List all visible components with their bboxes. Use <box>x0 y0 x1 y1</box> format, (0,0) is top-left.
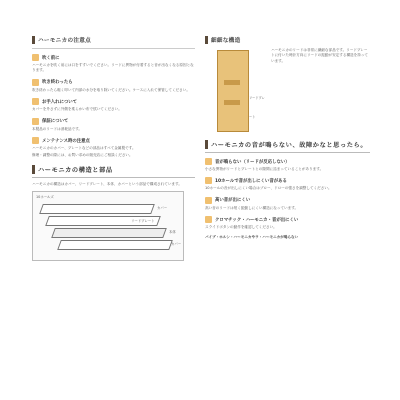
harmonica-exploded-diagram <box>32 191 184 261</box>
subheading <box>32 98 195 105</box>
comb-part <box>51 228 167 238</box>
right-column <box>205 36 370 242</box>
reed-plate-frame <box>217 50 249 132</box>
subheading-text: 高い音が出にくい <box>215 198 251 204</box>
detail-block <box>205 48 370 134</box>
bullet-icon <box>32 98 39 105</box>
paragraph: ハーモニカのカバー、プレートなどの部品はすべて金属製です。 <box>32 146 136 151</box>
bullet-icon <box>32 118 39 125</box>
section-title-text: ハーモニカの構造と部品 <box>38 166 113 174</box>
subheading-text: 吹く前に <box>42 55 60 61</box>
subheading <box>205 216 370 223</box>
bullet-icon <box>32 137 39 144</box>
section-title-text: 細細な構造 <box>211 38 241 44</box>
subheading <box>32 137 195 144</box>
diagram-label: 10ホールズ <box>36 195 54 200</box>
paragraph: 高い音のリードは短く振動しにくい構造になっています。 <box>205 205 299 210</box>
paragraph: ハーモニカのリードは非常に繊細な部品です。リードプレートに付いた時計方向にリードの振動が安定する構造を持っています。 <box>271 48 369 63</box>
section-title-text: ハーモニカの注意点 <box>38 38 92 44</box>
paragraph: 吹き終わったら軽く叩いて内部の水分を取り除いてください。ケースに入れて保管してください。 <box>32 87 190 92</box>
subheading-text: 10ホールで音が出しにくい音がある <box>215 178 287 184</box>
subheading-text: お手入れについて <box>42 99 78 105</box>
paragraph: 修理・調整の際には、お買い求めの販売店にご相談ください。 <box>32 153 133 158</box>
subheading <box>205 197 370 204</box>
section-title-text: ハーモニカの音が鳴らない、故障かなと思ったら。 <box>211 142 368 149</box>
paragraph: 小さな異物がリードとプレートとの隙間に詰まっていることがあります。 <box>205 167 324 171</box>
paragraph: ハーモニカの構造はカバー、リードプレート、本体、カバーという部品で構成されています。 <box>32 181 182 186</box>
part-label: カバー <box>157 206 168 211</box>
subheading <box>205 177 370 184</box>
subheading <box>32 54 195 61</box>
bullet-icon <box>32 54 39 61</box>
paragraph: 本製品のリードは消耗品です。 <box>32 126 83 131</box>
footer-note: バイブ・ホルン・ハーモニカやウ・ハーモニカが鳴らない <box>205 234 299 239</box>
bullet-icon <box>205 216 212 223</box>
subheading-text: 吹き終わったら <box>42 80 73 86</box>
bullet-icon <box>205 177 212 184</box>
section-title-structure <box>32 165 195 178</box>
reed-slot <box>224 80 240 85</box>
reed-slot <box>224 100 240 105</box>
part-label: リードプレート <box>131 219 155 224</box>
subheading-text: 音が鳴らない（リードが反応しない） <box>215 159 290 165</box>
cover-bottom-part <box>57 240 173 250</box>
paragraph: 10ホールの音が出しにくい場合はブロー、ドローの強さを調整してください。 <box>205 186 332 191</box>
section-title-troubleshoot <box>205 140 370 153</box>
paragraph: カバーを外さずに外側を柔らかい布で拭いてください。 <box>32 107 122 112</box>
subheading <box>32 118 195 125</box>
bullet-icon <box>205 197 212 204</box>
subheading-text: 保証について <box>42 119 69 125</box>
section-marker-icon <box>205 36 208 44</box>
bullet-icon <box>32 79 39 86</box>
part-label: カバー <box>171 242 182 247</box>
image-label-text: リードプレート <box>249 96 265 119</box>
bullet-icon <box>205 158 212 165</box>
cover-top-part <box>39 204 155 214</box>
subheading-text: メンテナンス時の注意点 <box>42 138 90 144</box>
divider <box>32 48 195 49</box>
subheading-text: クロマチック・ハーモニカ・音が出にくい <box>215 217 299 223</box>
reed-plate-illustration <box>205 50 265 130</box>
section-marker-icon <box>32 165 35 174</box>
part-label: 本体 <box>169 230 176 235</box>
subheading <box>32 79 195 86</box>
left-column <box>32 36 195 265</box>
subheading <box>205 158 370 165</box>
section-marker-icon <box>205 140 208 149</box>
image-label <box>249 84 265 119</box>
section-title-precautions <box>32 36 195 44</box>
section-marker-icon <box>32 36 35 44</box>
section-title-detail <box>205 36 370 44</box>
paragraph: ハーモニカを吹く前には口をすすいでください。リードに異物が付着すると音が出なくなる原因となります。 <box>32 63 194 73</box>
paragraph: スライドボタンの動作を確認してください。 <box>205 225 277 230</box>
